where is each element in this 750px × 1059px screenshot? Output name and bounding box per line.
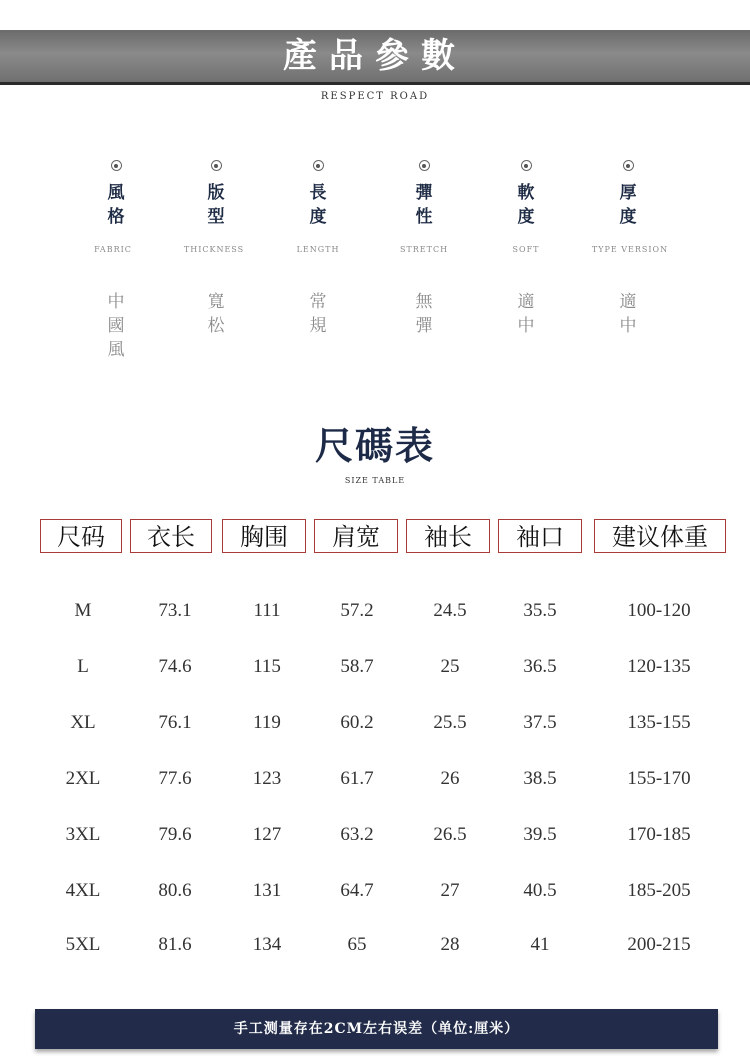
header-divider — [0, 82, 750, 85]
table-cell: 5XL — [65, 934, 101, 955]
param-en-label: STRETCH — [399, 245, 449, 254]
param-thickness — [588, 160, 668, 229]
param-en-label: FABRIC — [94, 245, 132, 254]
table-cell: 25 — [440, 656, 460, 677]
table-cell: 27 — [440, 880, 460, 901]
table-cell: 60.2 — [340, 712, 374, 733]
param-softness — [486, 160, 566, 229]
table-cell: 111 — [253, 600, 281, 621]
param-value: 無彈 — [415, 292, 433, 336]
table-cell: 26.5 — [433, 824, 467, 845]
header-size: 尺码 — [40, 519, 122, 553]
table-cell: 57.2 — [340, 600, 374, 621]
param-label: 長度 — [309, 183, 327, 227]
target-icon — [211, 160, 222, 171]
table-cell: 35.5 — [523, 600, 557, 621]
table-cell: 64.7 — [340, 880, 374, 901]
table-cell: 100-120 — [627, 600, 691, 621]
header-sleeve-length: 袖长 — [406, 519, 490, 553]
param-label: 軟度 — [517, 183, 535, 227]
table-cell: 65 — [347, 934, 367, 955]
target-icon — [419, 160, 430, 171]
table-cell: 123 — [252, 768, 282, 789]
param-en-label: TYPE VERSION — [591, 245, 669, 254]
param-en-label: LENGTH — [296, 245, 340, 254]
table-cell: 3XL — [65, 824, 101, 845]
table-cell: 74.6 — [158, 656, 192, 677]
table-cell: 79.6 — [158, 824, 192, 845]
table-cell: 73.1 — [158, 600, 192, 621]
param-label: 彈性 — [415, 183, 433, 227]
table-cell: XL — [70, 712, 96, 733]
table-cell: 131 — [252, 880, 282, 901]
param-label: 風格 — [107, 183, 125, 227]
param-value: 適中 — [517, 292, 535, 336]
param-label: 版型 — [207, 183, 225, 227]
table-cell: 28 — [440, 934, 460, 955]
param-en-label: THICKNESS — [183, 245, 245, 254]
table-cell: M — [74, 600, 92, 621]
param-length — [278, 160, 358, 229]
param-stretch — [384, 160, 464, 229]
table-cell: 134 — [252, 934, 282, 955]
table-cell: 40.5 — [523, 880, 557, 901]
header-cuff: 袖口 — [498, 519, 582, 553]
param-value: 適中 — [619, 292, 637, 336]
measurement-note: 手工测量存在2CM左右误差（单位:厘米） — [35, 1009, 718, 1049]
table-cell: 26 — [440, 768, 460, 789]
header-weight: 建议体重 — [594, 519, 726, 553]
table-cell: 185-205 — [627, 880, 691, 901]
table-cell: 120-135 — [627, 656, 691, 677]
table-cell: 37.5 — [523, 712, 557, 733]
size-table-subtitle: SIZE TABLE — [344, 476, 406, 485]
table-cell: 76.1 — [158, 712, 192, 733]
table-cell: 58.7 — [340, 656, 374, 677]
size-table-title: 尺碼表 — [314, 423, 435, 468]
table-cell: 119 — [253, 712, 281, 733]
target-icon — [313, 160, 324, 171]
table-cell: 63.2 — [340, 824, 374, 845]
page-subtitle: RESPECT ROAD — [320, 91, 430, 102]
table-cell: 170-185 — [627, 824, 691, 845]
page-title: 產品參數 — [283, 36, 467, 76]
table-cell: 127 — [252, 824, 282, 845]
header-chest: 胸围 — [222, 519, 306, 553]
target-icon — [111, 160, 122, 171]
table-cell: 115 — [253, 656, 281, 677]
param-style — [76, 160, 156, 229]
table-cell: 4XL — [65, 880, 101, 901]
table-cell: 36.5 — [523, 656, 557, 677]
table-cell: 25.5 — [433, 712, 467, 733]
table-cell: 39.5 — [523, 824, 557, 845]
table-cell: L — [77, 656, 89, 677]
param-en-label: SOFT — [512, 245, 540, 254]
param-label: 厚度 — [619, 183, 637, 227]
table-cell: 24.5 — [433, 600, 467, 621]
table-cell: 155-170 — [627, 768, 691, 789]
target-icon — [521, 160, 532, 171]
table-cell: 2XL — [65, 768, 101, 789]
table-cell: 77.6 — [158, 768, 192, 789]
table-cell: 80.6 — [158, 880, 192, 901]
target-icon — [623, 160, 634, 171]
param-value: 寬松 — [207, 292, 225, 336]
table-cell: 81.6 — [158, 934, 192, 955]
table-cell: 135-155 — [627, 712, 691, 733]
table-cell: 61.7 — [340, 768, 374, 789]
param-fit — [176, 160, 256, 229]
table-cell: 41 — [530, 934, 550, 955]
header-length: 衣长 — [130, 519, 212, 553]
param-value: 中國風 — [107, 292, 125, 360]
table-cell: 38.5 — [523, 768, 557, 789]
param-value: 常規 — [309, 292, 327, 336]
table-cell: 200-215 — [627, 934, 691, 955]
header-shoulder: 肩宽 — [314, 519, 398, 553]
